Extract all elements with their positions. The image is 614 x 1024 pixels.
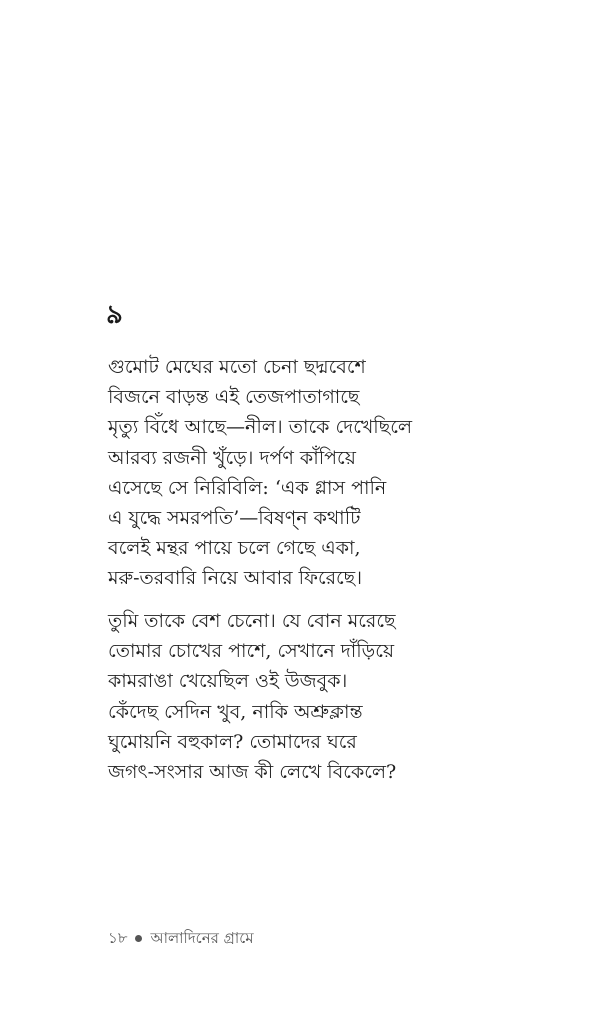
bullet-separator-icon xyxy=(135,935,142,942)
verse-line: গুমোট মেঘের মতো চেনা ছদ্মবেশে xyxy=(108,356,366,378)
stanza-2 xyxy=(108,606,396,787)
verse-line: এসেছে সে নিরিবিলি: ‘এক গ্লাস পানি xyxy=(108,476,387,499)
verse-line: আরব্য রজনী খুঁড়ে। দর্পণ কাঁপিয়ে xyxy=(108,446,356,469)
book-title: আলাদিনের গ্রামে xyxy=(150,929,254,947)
verse-line: ঘুমোয়নি বহুকাল? তোমাদের ঘরে xyxy=(108,730,357,753)
verse-line: এ যুদ্ধে সমরপতি’—বিষণ্ন কথাটি xyxy=(108,507,361,530)
verse-line: কেঁদেছ সেদিন খুব, নাকি অশ্রুক্লান্ত xyxy=(108,700,363,723)
verse-line: মৃত্যু বিঁধে আছে—নীল। তাকে দেখেছিলে xyxy=(108,416,413,439)
page-number: ১৮ xyxy=(108,929,128,947)
verse-line: মরু-তরবারি নিয়ে আবার ফিরেছে। xyxy=(108,567,362,590)
verse-line: বিজনে বাড়ন্ত এই তেজপাতাগাছে xyxy=(108,386,360,409)
verse-line: তোমার চোখের পাশে, সেখানে দাঁড়িয়ে xyxy=(108,640,395,663)
verse-line: কামরাঙা খেয়েছিল ওই উজবুক। xyxy=(108,670,348,693)
poem-number: ৯ xyxy=(106,300,123,330)
page-footer xyxy=(108,928,254,948)
verse-line: জগৎ-সংসার আজ কী লেখে বিকেলে? xyxy=(108,761,397,784)
stanza-1 xyxy=(108,352,412,594)
verse-line: বলেই মন্থর পায়ে চলে গেছে একা, xyxy=(108,537,361,560)
verse-line: তুমি তাকে বেশ চেনো। যে বোন মরেছে xyxy=(108,610,396,632)
